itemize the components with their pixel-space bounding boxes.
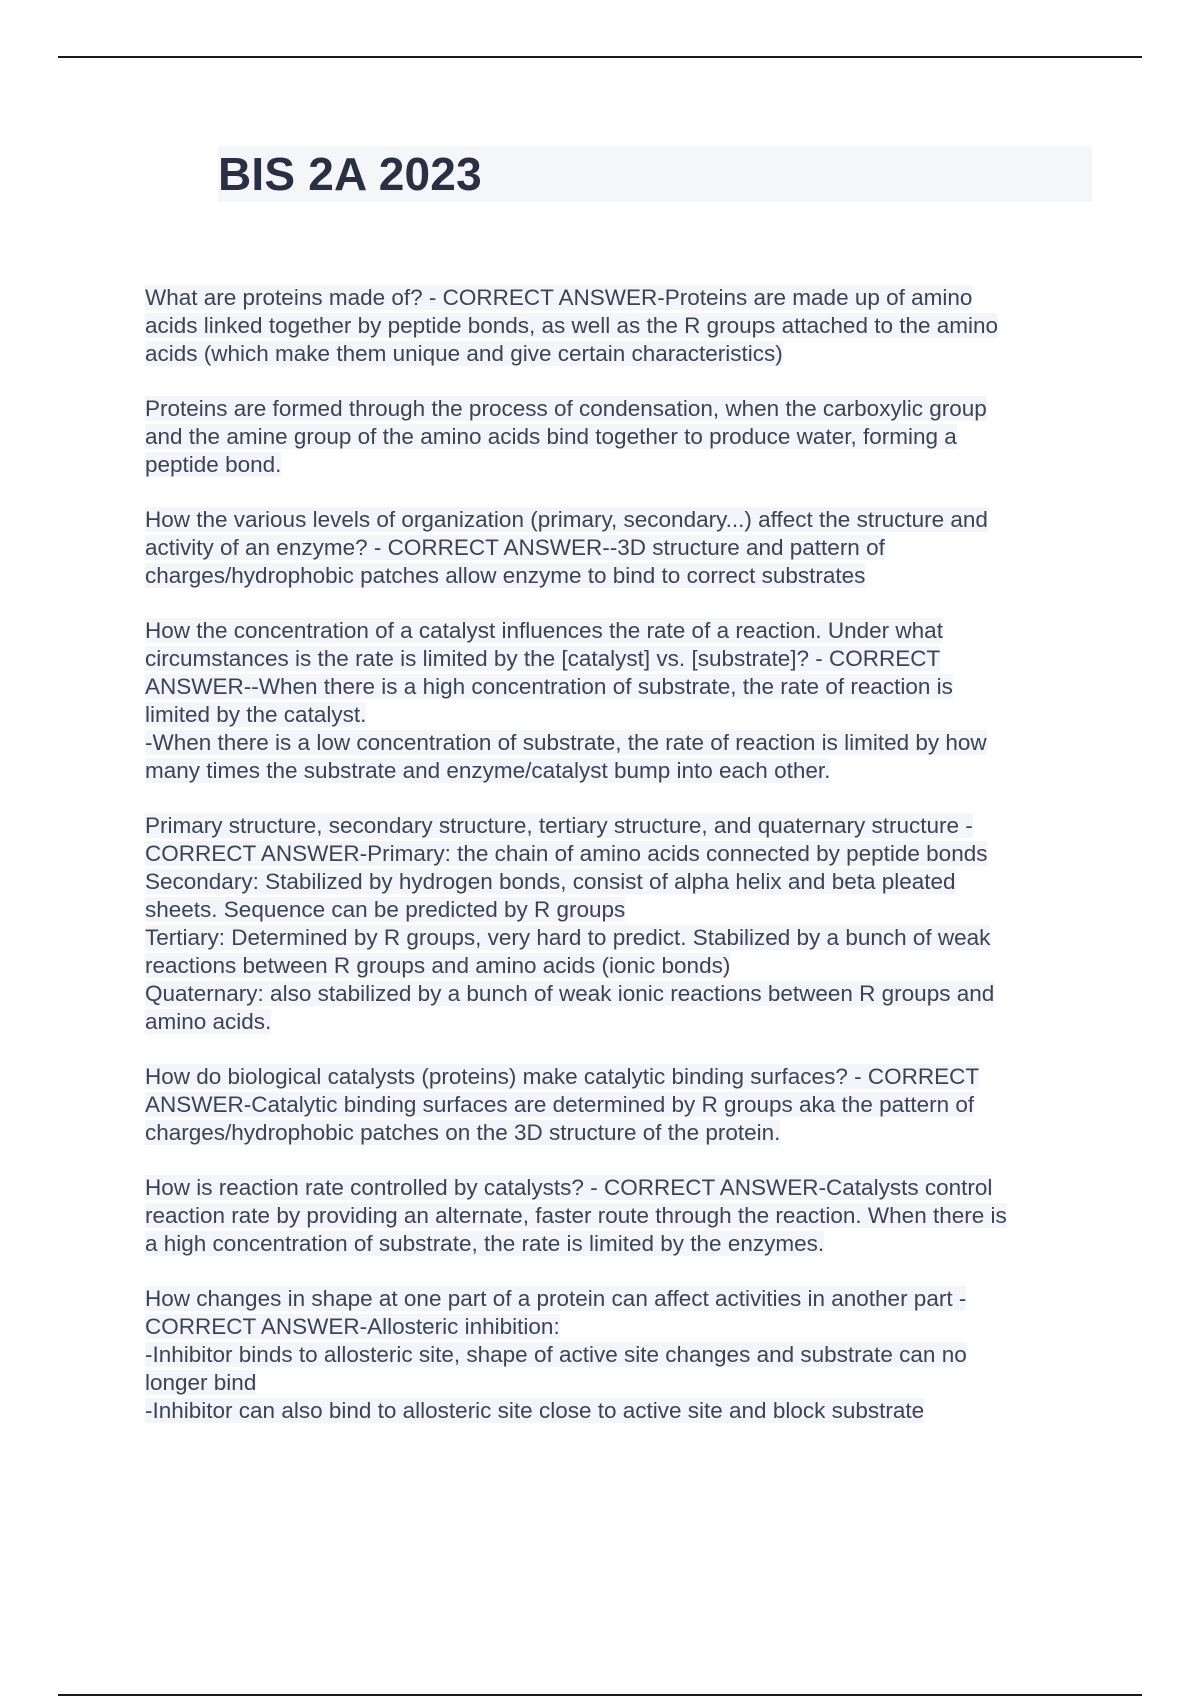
qa-entry (145, 1063, 1080, 1147)
text-line (145, 617, 1080, 645)
text-line-content: many times the substrate and enzyme/catalyst bump into each other. (145, 758, 831, 783)
text-line-content: How is reaction rate controlled by catalysts? - CORRECT ANSWER-Catalysts control (145, 1175, 993, 1200)
text-line (145, 645, 1080, 673)
text-line-content: charges/hydrophobic patches allow enzyme to bind to correct substrates (145, 563, 866, 588)
text-line (145, 506, 1080, 534)
text-line-content: limited by the catalyst. (145, 702, 367, 727)
text-line-content: Secondary: Stabilized by hydrogen bonds, consist of alpha helix and beta pleated (145, 869, 956, 894)
text-line (145, 451, 1080, 479)
text-line-content: How changes in shape at one part of a protein can affect activities in another part - (145, 1286, 967, 1311)
text-line (145, 1313, 1080, 1341)
text-line-content: Proteins are formed through the process of condensation, when the carboxylic group (145, 396, 987, 421)
text-line (145, 868, 1080, 896)
qa-entry (145, 284, 1080, 368)
text-line-content: acids linked together by peptide bonds, as well as the R groups attached to the amino (145, 313, 999, 338)
text-line-content: What are proteins made of? - CORRECT ANSWER-Proteins are made up of amino (145, 285, 973, 310)
text-line (145, 284, 1080, 312)
qa-entry (145, 395, 1080, 479)
text-line-content: sheets. Sequence can be predicted by R groups (145, 897, 626, 922)
text-line-content: amino acids. (145, 1009, 272, 1034)
text-line (145, 1091, 1080, 1119)
text-line (145, 729, 1080, 757)
text-line (145, 1119, 1080, 1147)
text-line (145, 1174, 1080, 1202)
qa-entry (145, 812, 1080, 1036)
qa-entry (145, 1285, 1080, 1425)
text-line (145, 757, 1080, 785)
text-line-content: Tertiary: Determined by R groups, very hard to predict. Stabilized by a bunch of weak (145, 925, 991, 950)
text-line-content: acids (which make them unique and give certain characteristics) (145, 341, 783, 366)
text-line (145, 980, 1080, 1008)
text-line-content: ANSWER--When there is a high concentration of substrate, the rate of reaction is (145, 674, 953, 699)
text-line (145, 1341, 1080, 1369)
text-line (145, 1063, 1080, 1091)
text-line-content: CORRECT ANSWER-Allosteric inhibition: (145, 1314, 560, 1339)
text-line (145, 896, 1080, 924)
text-line-content: CORRECT ANSWER-Primary: the chain of amino acids connected by peptide bonds (145, 841, 988, 866)
text-line-content: Quaternary: also stabilized by a bunch of weak ionic reactions between R groups and (145, 981, 995, 1006)
bottom-rule (58, 1694, 1142, 1696)
text-line-content: How the concentration of a catalyst influences the rate of a reaction. Under what (145, 618, 943, 643)
text-line (145, 1285, 1080, 1313)
text-line (145, 1230, 1080, 1258)
document-body (145, 284, 1080, 1452)
text-line (145, 562, 1080, 590)
text-line-content: reaction rate by providing an alternate, faster route through the reaction. When there is (145, 1203, 1007, 1228)
text-line-content: -When there is a low concentration of substrate, the rate of reaction is limited by how (145, 730, 987, 755)
text-line (145, 673, 1080, 701)
text-line (145, 812, 1080, 840)
text-line (145, 423, 1080, 451)
text-line (145, 395, 1080, 423)
text-line (145, 1397, 1080, 1425)
text-line-content: longer bind (145, 1370, 257, 1395)
text-line (145, 1369, 1080, 1397)
text-line (145, 534, 1080, 562)
text-line-content: circumstances is the rate is limited by the [catalyst] vs. [substrate]? - CORRECT (145, 646, 941, 671)
text-line-content: How the various levels of organization (primary, secondary...) affect the structure and (145, 507, 988, 532)
text-line-content: -Inhibitor can also bind to allosteric site close to active site and block substrate (145, 1398, 925, 1423)
text-line-content: ANSWER-Catalytic binding surfaces are determined by R groups aka the pattern of (145, 1092, 975, 1117)
top-rule (58, 56, 1142, 58)
document-title: BIS 2A 2023 (218, 148, 482, 200)
text-line-content: charges/hydrophobic patches on the 3D structure of the protein. (145, 1120, 781, 1145)
qa-entry (145, 617, 1080, 785)
text-line (145, 701, 1080, 729)
text-line-content: -Inhibitor binds to allosteric site, shape of active site changes and substrate can no (145, 1342, 967, 1367)
text-line (145, 1008, 1080, 1036)
text-line-content: activity of an enzyme? - CORRECT ANSWER--3D structure and pattern of (145, 535, 885, 560)
text-line-content: Primary structure, secondary structure, tertiary structure, and quaternary structure - (145, 813, 973, 838)
text-line (145, 340, 1080, 368)
text-line-content: peptide bond. (145, 452, 282, 477)
text-line (145, 840, 1080, 868)
text-line (145, 952, 1080, 980)
text-line (145, 1202, 1080, 1230)
qa-entry (145, 506, 1080, 590)
qa-entry (145, 1174, 1080, 1258)
text-line-content: and the amine group of the amino acids bind together to produce water, forming a (145, 424, 957, 449)
text-line-content: reactions between R groups and amino acids (ionic bonds) (145, 953, 731, 978)
text-line-content: a high concentration of substrate, the rate is limited by the enzymes. (145, 1231, 825, 1256)
text-line (145, 924, 1080, 952)
text-line-content: How do biological catalysts (proteins) make catalytic binding surfaces? - CORRECT (145, 1064, 980, 1089)
text-line (145, 312, 1080, 340)
